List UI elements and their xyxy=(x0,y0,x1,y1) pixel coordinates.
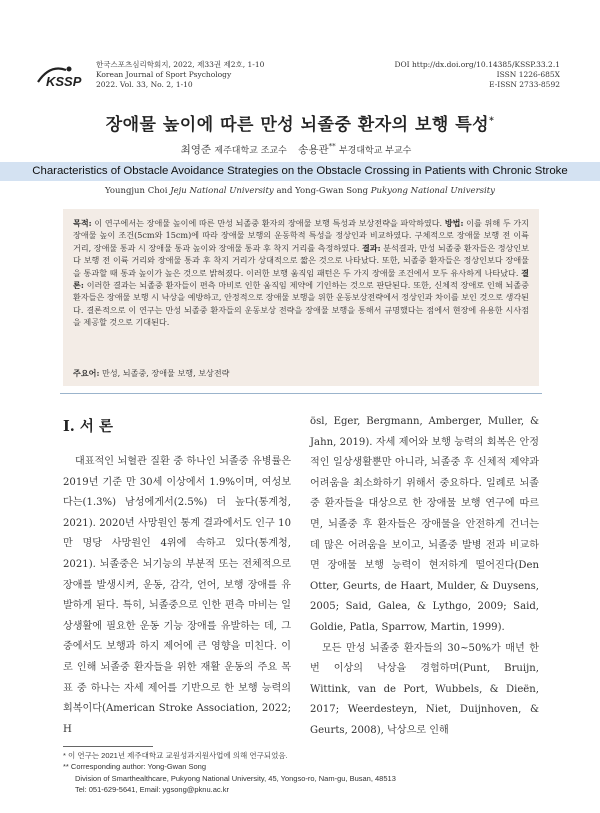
result-text: 분석결과, 만성 뇌졸중 환자들은 정상인보다 보행 전 이륙 거리와 장애물 통과 후 착지 거리가 상대적으로 짧은 것으로 나타났다. 또한, 뇌졸중 환자들은 정상인보다 장애물을 통과할 때 통과 높이가 높은 것으로 밝혀졌다. 이러한 보행 움직임 패턴은 두 가지 장애물 조건에서 모두 유사하게 나타났다. xyxy=(73,242,529,278)
paragraph: ösl, Eger, Bergmann, Amberger, Muller, & Jahn, 2019). 자세 제어와 보행 능력의 회복은 안정적인 일상생활뿐만 아니라, 뇌졸중 후 신체적 제약과 어려움을 최소화하기 위해서 중요하다. 일례로 뇌졸중 환자들을 대상으로 한 장애물 보행 연구에 따르면, 뇌졸중 후 환자들은 장애물을 안전하게 건너는 데 많은 어려움을 보이고, 뇌졸중 발병 전과 비교하면 장애물 보행 능력이 현저하게 떨어진다(Den Otter, Geurts, de Haart, Mulder, & Duysens, 2005; Said, Galea, & Lythgo, 2009; Said, Goldie, Patla, Sparrow, Martin, 1999). xyxy=(310,416,539,633)
footnote-corresponding: ** Corresponding author: Yong-Gwan Song xyxy=(63,762,207,772)
author-1-affiliation-en: Jeju National University xyxy=(170,186,274,196)
journal-issue: 2022. Vol. 33, No. 2, 1-10 xyxy=(96,80,193,89)
author-1-affiliation: 제주대학교 조교수 xyxy=(214,146,287,156)
paper-title-ko xyxy=(0,110,600,135)
footnote-rule xyxy=(63,746,153,747)
authors-en xyxy=(0,186,600,196)
result-label: 결과: xyxy=(361,242,381,253)
footnotes xyxy=(63,750,533,796)
purpose-label: 목적: xyxy=(73,218,92,228)
authors-ko xyxy=(0,142,600,157)
conclusion-label: 결론: xyxy=(73,267,529,291)
paper-title-en: Characteristics of Obstacle Avoidance Strategies on the Obstacle Crossing in Patients with Chronic Stroke xyxy=(0,162,600,181)
body-column-left xyxy=(63,452,291,740)
section-title: 서 론 xyxy=(79,418,113,435)
keywords-box xyxy=(63,356,539,386)
body-column-right xyxy=(310,412,539,742)
section-divider xyxy=(60,393,542,394)
paragraph: 대표적인 뇌혈관 질환 중 하나인 뇌졸중 유병률은 2019년 기준 만 30세 이상에서 1.9%이며, 여성보다는(1.3%) 남성에게서(2.5%) 더 높다(통계청, 2021). 2020년 사망원인 통계 결과에서도 인구 10만 명당 사망원인 4위에 속하고 있다(통계청, 2021). 뇌졸중은 뇌기능의 부분적 또는 전체적으로 장애를 발생시켜, 운동, 감각, 언어, 보행 장애를 유발하게 된다. 특히, 뇌졸중으로 인한 편측 마비는 일상생활에 필요한 운동 기능 장애를 유발하는 데, 그중에서도 보행과 하지 제어에 큰 영향을 미친다. 이로 인해 뇌졸중 환자들을 위한 재활 운동의 주요 목표 중 하나는 자세 제어를 기반으로 한 보행 능력의 회복이다(American Stroke Association, 2022; H xyxy=(63,456,291,735)
keywords-label: 주요어: xyxy=(73,368,100,378)
and-text: and xyxy=(276,186,293,196)
footnote-funding: * 이 연구는 2021년 제주대학교 교원성과지원사업에 의해 연구되었음. xyxy=(63,751,288,760)
title-footnote-mark: * xyxy=(489,116,495,127)
author-1-name: 최영준 xyxy=(180,144,212,156)
journal-name-en: Korean Journal of Sport Psychology xyxy=(96,70,232,79)
method-label: 방법: xyxy=(444,218,464,228)
title-text: 장애물 높이에 따른 만성 뇌졸중 환자의 보행 특성 xyxy=(105,115,490,135)
doi-link[interactable]: DOI http://dx.doi.org/10.14385/KSSP.33.2.1 xyxy=(394,60,560,69)
keywords-text: 만성, 뇌졸중, 장애물 보행, 보상전략 xyxy=(99,368,230,378)
eissn: E-ISSN 2733-8592 xyxy=(489,80,560,89)
author-2-mark: ** xyxy=(328,142,336,151)
purpose-text: 이 연구에서는 장애물 높이에 따른 만성 뇌졸중 환자의 장애물 보행 특성과 보상전략을 파악하였다. xyxy=(91,218,445,228)
author-1-name-en: Youngjun Choi xyxy=(105,186,168,196)
svg-text:KSSP: KSSP xyxy=(46,74,82,89)
conclusion-text: 이러한 결과는 뇌졸중 환자들이 편측 마비로 인한 움직임 제약에 기인하는 것으로 판단된다. 또한, 신체적 장애로 인해 뇌졸중 환자들은 장애물 보행 시 낙상을 예방하고, 안정적으로 장애물 보행을 위한 운동보상전략에서 정상인과 차이를 보인 것으로 생각된다. 결론적으로 이 연구는 만성 뇌졸중 환자들의 운동보상 전략을 장애물 보행을 통해서 규명했다는 점에서 현장에 유용한 시사점을 제공할 것으로 기대된다. xyxy=(73,280,529,328)
author-2-name: 송용관 xyxy=(298,144,329,156)
method-text: 이를 위해 두 가지 장애물 높이 조건(5cm와 15cm)에 따라 장애물 보행의 운동학적 특성을 정상인과 비교하였다. 구체적으로 장애물 보행 전 이륙 거리, 장애물 통과 시 장애물 통과 높이와 장애물 통과 후 착지 거리를 측정하였다. xyxy=(73,218,529,253)
footnote-contact: Tel: 051-629-5641, Email: ygsong@pknu.ac.kr xyxy=(75,785,229,795)
section-number: I. xyxy=(63,418,75,435)
section-heading xyxy=(63,415,113,436)
abstract-box xyxy=(63,209,539,356)
journal-info xyxy=(96,60,264,90)
footnote-address: Division of Smarthealthcare, Pukyong National University, 45, Yongso-ro, Nam-gu, Busan, 48513 xyxy=(75,773,396,783)
journal-logo xyxy=(36,60,90,90)
paragraph: 모든 만성 뇌졸중 환자들의 30~50%가 매년 한 번 이상의 낙상을 경험하며(Punt, Bruijn, Wittink, van de Port, Wubbels, & Dieën, 2017; Weerdesteyn, Niet, Duijnhoven, & Geurts, 2008), 낙상으로 인해 xyxy=(310,642,539,736)
journal-name-ko: 한국스포츠심리학회지, 2022, 제33권 제2호, 1-10 xyxy=(96,60,265,69)
author-2-affiliation: 부경대학교 부교수 xyxy=(338,146,412,156)
author-2-name-en: Yong-Gwan Song xyxy=(295,186,369,196)
doi-info xyxy=(394,60,560,90)
issn: ISSN 1226-685X xyxy=(496,70,560,79)
author-2-affiliation-en: Pukyong National University xyxy=(370,186,495,196)
